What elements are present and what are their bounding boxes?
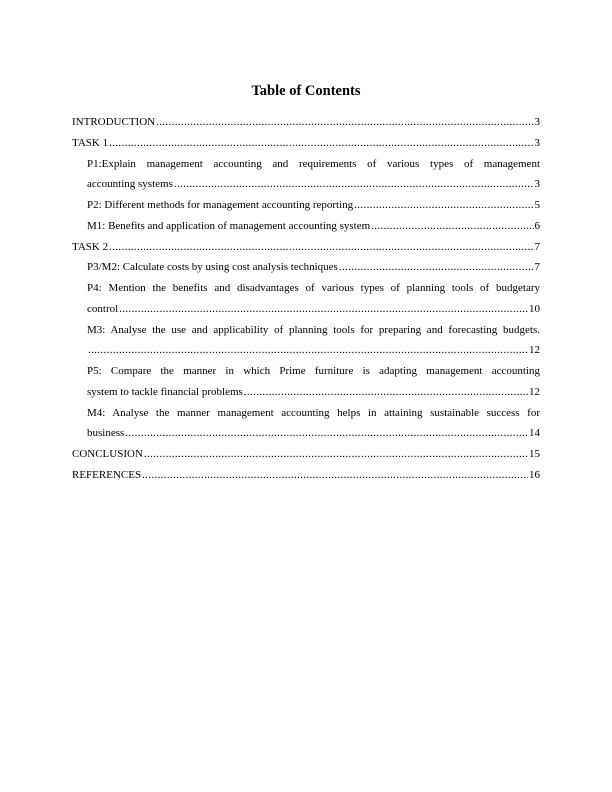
dot-leader	[156, 112, 533, 133]
dot-leader	[109, 133, 533, 154]
toc-entry-p5[interactable]	[72, 361, 540, 403]
dot-leader	[371, 216, 533, 237]
table-of-contents	[72, 112, 540, 486]
toc-entry-introduction[interactable]	[72, 112, 540, 133]
toc-entry-text-line1: P5: Compare the manner in which Prime furniture is adapting management accounting	[87, 365, 540, 377]
toc-entry-text: P2: Different methods for management accounting reporting	[87, 199, 354, 211]
toc-page-number: 7	[534, 240, 540, 253]
toc-entry-text: control	[87, 302, 119, 315]
toc-page-number: 14	[529, 427, 540, 440]
toc-entry-text-line1: M3: Analyse the use and applicability of planning tools for preparing and forecasting budgets.	[87, 323, 540, 336]
dot-leader	[125, 423, 528, 444]
toc-page-number: 12	[529, 344, 540, 357]
toc-page-number: 5	[534, 199, 540, 211]
dot-leader	[142, 465, 528, 486]
toc-page-number: 15	[529, 448, 540, 460]
toc-page-number: 10	[529, 302, 540, 315]
toc-entry-p3-m2[interactable]	[72, 257, 540, 278]
dot-leader	[88, 340, 528, 361]
toc-entry-task-2[interactable]	[72, 237, 540, 258]
dot-leader	[119, 299, 528, 320]
toc-entry-text-line1: M4: Analyse the manner management accounting helps in attaining sustainable success for	[87, 406, 540, 419]
toc-entry-text: business	[87, 427, 125, 440]
toc-entry-p2[interactable]	[72, 195, 540, 216]
toc-page-number: 16	[529, 468, 540, 481]
dot-leader	[354, 195, 533, 216]
toc-entry-text: CONCLUSION	[72, 448, 143, 460]
toc-entry-text: system to tackle financial problems	[87, 385, 243, 398]
toc-entry-text-line1: P4: Mention the benefits and disadvantages of various types of planning tools of budgetary	[87, 282, 540, 294]
toc-entry-m4[interactable]	[72, 403, 540, 445]
toc-page-number: 3	[534, 136, 540, 149]
dot-leader	[144, 444, 528, 465]
dot-leader	[339, 257, 534, 278]
toc-entry-task-1[interactable]	[72, 133, 540, 154]
toc-entry-p1[interactable]	[72, 154, 540, 196]
toc-entry-m3[interactable]	[72, 320, 540, 362]
toc-title: Table of Contents	[251, 83, 361, 99]
dot-leader	[244, 382, 528, 403]
toc-entry-p4[interactable]	[72, 278, 540, 320]
dot-leader	[174, 174, 534, 195]
toc-entry-text: TASK 2	[72, 240, 109, 253]
toc-page-number: 3	[534, 178, 540, 191]
toc-entry-text: INTRODUCTION	[72, 116, 156, 128]
toc-entry-conclusion[interactable]	[72, 444, 540, 465]
toc-entry-references[interactable]	[72, 465, 540, 486]
toc-page-number: 7	[534, 261, 540, 274]
dot-leader	[109, 237, 533, 258]
toc-entry-text: REFERENCES	[72, 468, 142, 481]
toc-entry-text-line1: P1:Explain management accounting and requirements of various types of management	[87, 157, 540, 170]
toc-entry-text: accounting systems	[87, 178, 173, 191]
toc-entry-m1[interactable]	[72, 216, 540, 237]
toc-entry-text: P3/M2: Calculate costs by using cost analysis techniques	[87, 261, 338, 274]
toc-page-number: 3	[534, 116, 540, 128]
toc-page-number: 6	[534, 219, 540, 232]
toc-entry-text: TASK 1	[72, 136, 109, 149]
toc-page-number: 12	[529, 385, 540, 398]
toc-entry-text: M1: Benefits and application of management accounting system	[87, 219, 371, 232]
